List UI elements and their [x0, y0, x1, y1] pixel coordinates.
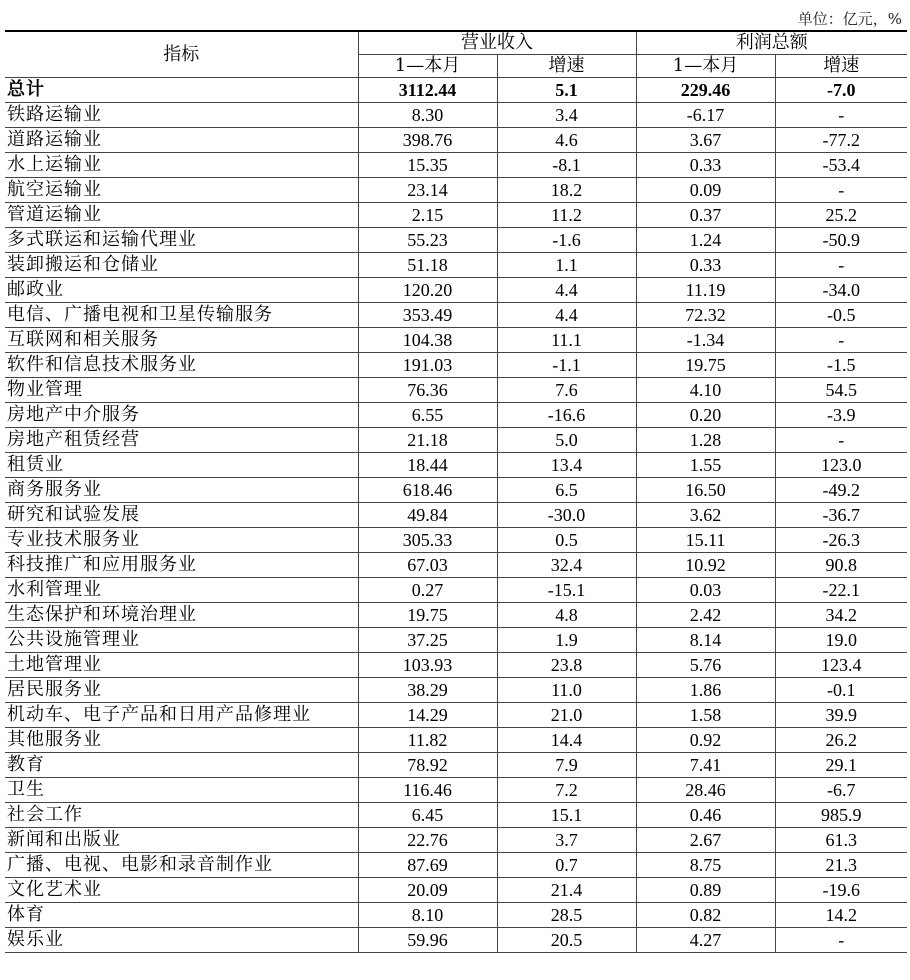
row-revenue: 0.27: [358, 578, 497, 603]
table-row: [5, 603, 907, 628]
revenue-growth-header: 增速: [497, 55, 636, 78]
row-profit-growth: 29.1: [775, 753, 907, 778]
row-profit: 3.62: [636, 503, 775, 528]
row-profit: 15.11: [636, 528, 775, 553]
row-revenue-growth: 13.4: [497, 453, 636, 478]
row-revenue: 103.93: [358, 653, 497, 678]
row-profit-growth: 14.2: [775, 903, 907, 928]
row-profit: 8.14: [636, 628, 775, 653]
table-row: [5, 253, 907, 278]
row-revenue-growth: -30.0: [497, 503, 636, 528]
row-profit-growth: -77.2: [775, 128, 907, 153]
row-label: 房地产中介服务: [5, 403, 358, 428]
table-row: [5, 803, 907, 828]
table-row: [5, 328, 907, 353]
row-profit-growth: 21.3: [775, 853, 907, 878]
row-label: 体育: [5, 903, 358, 928]
table-row: [5, 853, 907, 878]
row-revenue: 59.96: [358, 928, 497, 953]
row-profit: 19.75: [636, 353, 775, 378]
row-revenue: 76.36: [358, 378, 497, 403]
row-profit-growth: -53.4: [775, 153, 907, 178]
table-row: [5, 403, 907, 428]
table-row: [5, 578, 907, 603]
row-profit: 2.42: [636, 603, 775, 628]
row-revenue: 19.75: [358, 603, 497, 628]
row-profit-growth: -36.7: [775, 503, 907, 528]
row-revenue: 20.09: [358, 878, 497, 903]
row-profit-growth: 39.9: [775, 703, 907, 728]
row-profit-growth: 90.8: [775, 553, 907, 578]
row-profit-growth: -34.0: [775, 278, 907, 303]
row-profit: 0.20: [636, 403, 775, 428]
row-revenue-growth: 7.2: [497, 778, 636, 803]
row-revenue: 15.35: [358, 153, 497, 178]
table-row: [5, 353, 907, 378]
row-profit-growth: -0.5: [775, 303, 907, 328]
row-revenue: 353.49: [358, 303, 497, 328]
row-label: 教育: [5, 753, 358, 778]
row-label: 水利管理业: [5, 578, 358, 603]
row-label: 商务服务业: [5, 478, 358, 503]
row-profit: 0.89: [636, 878, 775, 903]
table-row: [5, 653, 907, 678]
row-revenue-growth: 28.5: [497, 903, 636, 928]
row-label: 公共设施管理业: [5, 628, 358, 653]
profit-period-header: 1—本月: [636, 55, 775, 78]
row-revenue-growth: 18.2: [497, 178, 636, 203]
row-profit: -1.34: [636, 328, 775, 353]
row-profit-growth: 123.4: [775, 653, 907, 678]
table-row: [5, 378, 907, 403]
row-label: 研究和试验发展: [5, 503, 358, 528]
row-revenue-growth: 11.0: [497, 678, 636, 703]
row-revenue: 6.45: [358, 803, 497, 828]
row-label: 航空运输业: [5, 178, 358, 203]
row-revenue-growth: 1.1: [497, 253, 636, 278]
row-profit-growth: -: [775, 428, 907, 453]
row-label: 电信、广播电视和卫星传输服务: [5, 303, 358, 328]
row-profit: 0.46: [636, 803, 775, 828]
row-profit-growth: -: [775, 253, 907, 278]
row-revenue-growth: 15.1: [497, 803, 636, 828]
row-label: 道路运输业: [5, 128, 358, 153]
profit-group-header: 利润总额: [636, 31, 907, 55]
row-revenue-growth: -15.1: [497, 578, 636, 603]
total-revenue: 3112.44: [358, 78, 497, 103]
row-profit-growth: 54.5: [775, 378, 907, 403]
table-row: [5, 153, 907, 178]
row-profit: 16.50: [636, 478, 775, 503]
row-label: 管道运输业: [5, 203, 358, 228]
table-body: [5, 78, 907, 953]
row-label: 水上运输业: [5, 153, 358, 178]
row-label: 铁路运输业: [5, 103, 358, 128]
row-revenue: 23.14: [358, 178, 497, 203]
row-profit: 4.27: [636, 928, 775, 953]
row-revenue-growth: 21.4: [497, 878, 636, 903]
row-label: 邮政业: [5, 278, 358, 303]
row-profit-growth: 25.2: [775, 203, 907, 228]
row-profit-growth: -: [775, 928, 907, 953]
row-revenue: 37.25: [358, 628, 497, 653]
row-revenue-growth: 4.8: [497, 603, 636, 628]
row-revenue: 18.44: [358, 453, 497, 478]
row-label: 卫生: [5, 778, 358, 803]
total-row: [5, 78, 907, 103]
row-profit: 1.24: [636, 228, 775, 253]
table-row: [5, 678, 907, 703]
row-revenue-growth: 7.9: [497, 753, 636, 778]
row-label: 装卸搬运和仓储业: [5, 253, 358, 278]
row-profit-growth: -19.6: [775, 878, 907, 903]
row-revenue-growth: 21.0: [497, 703, 636, 728]
row-revenue: 49.84: [358, 503, 497, 528]
row-label: 机动车、电子产品和日用产品修理业: [5, 703, 358, 728]
table-row: [5, 428, 907, 453]
table-row: [5, 528, 907, 553]
row-profit: 4.10: [636, 378, 775, 403]
profit-growth-header: 增速: [775, 55, 907, 78]
table-row: [5, 128, 907, 153]
row-profit-growth: 19.0: [775, 628, 907, 653]
table-row: [5, 303, 907, 328]
row-profit-growth: -: [775, 328, 907, 353]
row-profit-growth: 61.3: [775, 828, 907, 853]
total-profit: 229.46: [636, 78, 775, 103]
row-revenue-growth: 20.5: [497, 928, 636, 953]
row-profit-growth: 985.9: [775, 803, 907, 828]
row-label: 广播、电视、电影和录音制作业: [5, 853, 358, 878]
row-profit-growth: 26.2: [775, 728, 907, 753]
row-label: 科技推广和应用服务业: [5, 553, 358, 578]
row-profit: 28.46: [636, 778, 775, 803]
row-revenue: 78.92: [358, 753, 497, 778]
row-revenue: 87.69: [358, 853, 497, 878]
revenue-period-header: 1—本月: [358, 55, 497, 78]
row-revenue-growth: 3.7: [497, 828, 636, 853]
row-label: 娱乐业: [5, 928, 358, 953]
row-profit: 0.92: [636, 728, 775, 753]
table-row: [5, 503, 907, 528]
row-revenue: 6.55: [358, 403, 497, 428]
row-profit: 0.03: [636, 578, 775, 603]
row-revenue-growth: -16.6: [497, 403, 636, 428]
row-revenue: 2.15: [358, 203, 497, 228]
table-row: [5, 728, 907, 753]
row-label: 软件和信息技术服务业: [5, 353, 358, 378]
row-profit: 10.92: [636, 553, 775, 578]
row-revenue-growth: 23.8: [497, 653, 636, 678]
row-label: 其他服务业: [5, 728, 358, 753]
row-label: 文化艺术业: [5, 878, 358, 903]
row-profit-growth: 123.0: [775, 453, 907, 478]
table-row: [5, 478, 907, 503]
row-revenue: 116.46: [358, 778, 497, 803]
row-revenue: 618.46: [358, 478, 497, 503]
table-row: [5, 703, 907, 728]
table-row: [5, 203, 907, 228]
revenue-group-header: 营业收入: [358, 31, 636, 55]
row-profit: 0.33: [636, 153, 775, 178]
total-label: 总计: [5, 78, 358, 103]
row-revenue-growth: 4.6: [497, 128, 636, 153]
row-profit: 1.58: [636, 703, 775, 728]
table-header: [5, 31, 907, 78]
row-revenue: 38.29: [358, 678, 497, 703]
row-revenue-growth: 6.5: [497, 478, 636, 503]
row-profit: 7.41: [636, 753, 775, 778]
row-revenue: 55.23: [358, 228, 497, 253]
row-revenue-growth: 0.5: [497, 528, 636, 553]
row-revenue-growth: 4.4: [497, 278, 636, 303]
row-revenue-growth: 5.0: [497, 428, 636, 453]
table-row: [5, 778, 907, 803]
indicator-header: 指标: [5, 31, 358, 78]
row-label: 物业管理: [5, 378, 358, 403]
row-revenue-growth: 32.4: [497, 553, 636, 578]
row-profit-growth: -26.3: [775, 528, 907, 553]
row-profit-growth: 34.2: [775, 603, 907, 628]
table-row: [5, 628, 907, 653]
row-profit: 5.76: [636, 653, 775, 678]
row-revenue: 8.10: [358, 903, 497, 928]
row-profit: 1.55: [636, 453, 775, 478]
row-revenue: 21.18: [358, 428, 497, 453]
row-revenue: 104.38: [358, 328, 497, 353]
row-profit-growth: -0.1: [775, 678, 907, 703]
row-revenue: 8.30: [358, 103, 497, 128]
table-row: [5, 453, 907, 478]
row-revenue-growth: 14.4: [497, 728, 636, 753]
total-profit-growth: -7.0: [775, 78, 907, 103]
row-profit: 2.67: [636, 828, 775, 853]
table-row: [5, 903, 907, 928]
row-profit: 72.32: [636, 303, 775, 328]
row-profit-growth: -: [775, 103, 907, 128]
row-profit-growth: -50.9: [775, 228, 907, 253]
row-revenue: 120.20: [358, 278, 497, 303]
row-profit-growth: -49.2: [775, 478, 907, 503]
row-revenue-growth: -1.6: [497, 228, 636, 253]
total-revenue-growth: 5.1: [497, 78, 636, 103]
table-row: [5, 278, 907, 303]
row-revenue: 67.03: [358, 553, 497, 578]
table-row: [5, 753, 907, 778]
row-label: 专业技术服务业: [5, 528, 358, 553]
row-profit: -6.17: [636, 103, 775, 128]
row-profit: 1.28: [636, 428, 775, 453]
row-profit-growth: -22.1: [775, 578, 907, 603]
row-revenue: 22.76: [358, 828, 497, 853]
row-revenue-growth: 1.9: [497, 628, 636, 653]
row-revenue: 11.82: [358, 728, 497, 753]
row-revenue-growth: -1.1: [497, 353, 636, 378]
row-profit: 11.19: [636, 278, 775, 303]
row-revenue: 191.03: [358, 353, 497, 378]
row-label: 互联网和相关服务: [5, 328, 358, 353]
unit-note: 单位：亿元，%: [797, 10, 902, 28]
row-label: 房地产租赁经营: [5, 428, 358, 453]
row-label: 生态保护和环境治理业: [5, 603, 358, 628]
row-revenue-growth: 0.7: [497, 853, 636, 878]
table-row: [5, 553, 907, 578]
row-label: 居民服务业: [5, 678, 358, 703]
table-row: [5, 878, 907, 903]
row-profit-growth: -6.7: [775, 778, 907, 803]
row-revenue-growth: 11.1: [497, 328, 636, 353]
table-row: [5, 228, 907, 253]
row-revenue-growth: 4.4: [497, 303, 636, 328]
row-revenue: 305.33: [358, 528, 497, 553]
row-label: 土地管理业: [5, 653, 358, 678]
row-revenue-growth: 11.2: [497, 203, 636, 228]
row-revenue-growth: -8.1: [497, 153, 636, 178]
row-label: 租赁业: [5, 453, 358, 478]
table-row: [5, 103, 907, 128]
row-profit-growth: -3.9: [775, 403, 907, 428]
row-profit: 0.37: [636, 203, 775, 228]
row-profit: 8.75: [636, 853, 775, 878]
row-profit: 0.33: [636, 253, 775, 278]
row-revenue-growth: 7.6: [497, 378, 636, 403]
row-profit-growth: -: [775, 178, 907, 203]
table-row: [5, 928, 907, 953]
row-profit-growth: -1.5: [775, 353, 907, 378]
row-revenue: 398.76: [358, 128, 497, 153]
row-label: 新闻和出版业: [5, 828, 358, 853]
row-profit: 0.82: [636, 903, 775, 928]
row-profit: 1.86: [636, 678, 775, 703]
row-revenue: 14.29: [358, 703, 497, 728]
row-revenue: 51.18: [358, 253, 497, 278]
row-label: 社会工作: [5, 803, 358, 828]
table-row: [5, 828, 907, 853]
table-row: [5, 178, 907, 203]
row-profit: 0.09: [636, 178, 775, 203]
row-revenue-growth: 3.4: [497, 103, 636, 128]
row-label: 多式联运和运输代理业: [5, 228, 358, 253]
row-profit: 3.67: [636, 128, 775, 153]
statistics-table: [5, 30, 907, 953]
